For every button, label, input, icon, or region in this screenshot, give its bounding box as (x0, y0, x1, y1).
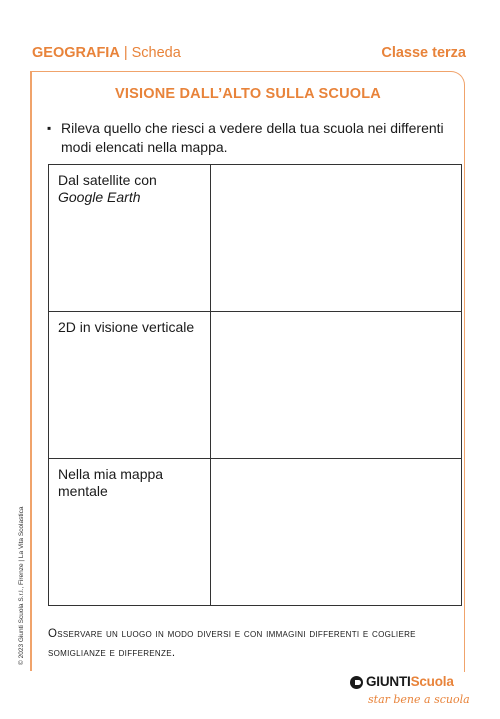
table-row (49, 165, 462, 312)
row-label-2d (49, 312, 211, 459)
row-label-text: Dal satellite con (58, 172, 157, 188)
table-row (49, 459, 462, 606)
logo-brand (366, 674, 454, 689)
row-label-mental-map (49, 459, 211, 606)
page-title: VISIONE DALL’ALTO SULLA SCUOLA (115, 86, 381, 102)
row-label-satellite (49, 165, 211, 312)
answer-cell-2d[interactable] (211, 312, 462, 459)
logo-brand-giunti: GIUNTI (366, 674, 411, 689)
row-label-text: 2D in visione verticale (58, 319, 195, 335)
copyright-notice: © 2023 Giunti Scuola S.r.l., Firenze | La Vita Scolastica (18, 506, 25, 665)
grade-label: Classe terza (381, 45, 466, 61)
table-row (49, 312, 462, 459)
instruction (47, 119, 447, 157)
logo-tagline: star bene a scuola (368, 693, 470, 706)
bullet-icon: ▪ (47, 121, 52, 135)
row-label-text: Nella mia mappa mentale (58, 466, 164, 499)
header-subject (32, 45, 181, 61)
worksheet-table (48, 164, 462, 606)
instruction-text: Rileva quello che riesci a vedere della tua scuola nei differenti modi elencati nella mappa. (61, 120, 444, 155)
giunti-logo-icon (350, 676, 363, 689)
answer-cell-mental-map[interactable] (211, 459, 462, 606)
learning-objective: Osservare un luogo in modo diversi e con immagini differenti e cogliere somiglianze e differenze. (48, 628, 416, 659)
subject-label: GEOGRAFIA (32, 45, 120, 61)
row-label-italic: Google Earth (58, 189, 141, 205)
page-frame-left-edge (30, 71, 32, 671)
header-separator: | (123, 45, 128, 61)
answer-cell-satellite[interactable] (211, 165, 462, 312)
publisher-logo (350, 676, 480, 712)
logo-brand-scuola: Scuola (410, 674, 454, 689)
worksheet-type: Scheda (131, 45, 181, 61)
